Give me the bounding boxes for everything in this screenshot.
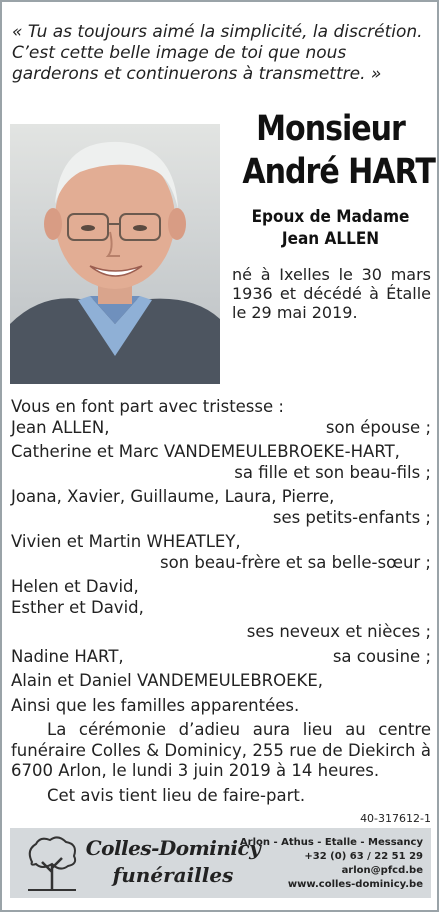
reference-number: 40-317612-1 [360, 812, 431, 825]
spouse-line-2: Jean ALLEN [281, 229, 380, 249]
family-relation: ses neveux et nièces ; [246, 622, 431, 641]
portrait-photo [10, 124, 220, 384]
intro-text: Vous en font part avec tristesse : [11, 397, 284, 416]
family-names: Jean ALLEN, [11, 417, 110, 437]
website: www.colles-dominicy.be [287, 879, 423, 890]
deceased-name: André HART [242, 152, 435, 192]
contact-info [240, 836, 423, 892]
portrait-image [10, 124, 220, 384]
funeral-home-footer [10, 828, 431, 898]
family-relation: son beau-frère et sa belle-sœur ; [160, 552, 431, 572]
family-names-2: Esther et David, [11, 597, 144, 617]
brand-name: Colles-Dominicy [85, 836, 261, 860]
tree-icon [22, 834, 82, 892]
closing-family: Ainsi que les familles apparentées. [11, 695, 300, 715]
memorial-quote: « Tu as toujours aimé la simplicité, la discrétion. C’est cette belle image de toi que nous garderons et continuerons à transmettre. » [12, 22, 423, 84]
family-names: Nadine HART, [11, 646, 124, 666]
family-names: Joana, Xavier, Guillaume, Laura, Pierre, [11, 487, 335, 506]
family-relation: ses petits-enfants ; [272, 507, 431, 527]
family-names: Catherine et Marc VANDEMEULEBROEKE-HART, [11, 442, 400, 461]
ceremony-details: La cérémonie d’adieu aura lieu au centre funéraire Colles & Dominicy, 255 rue de Diekirch à 6700 Arlon, le lundi 3 juin 2019 à 14 heures. [11, 720, 431, 780]
family-relation: son épouse ; [325, 417, 431, 437]
family-entry [11, 647, 431, 668]
title-honorific: Monsieur [256, 109, 405, 149]
email-address: arlon@pfcd.be [341, 865, 423, 876]
family-entry [11, 532, 431, 573]
family-relation: sa cousine ; [332, 646, 431, 666]
family-entry [11, 577, 431, 643]
announcement-body [11, 397, 431, 806]
family-entry [11, 671, 431, 692]
birth-death-details: né à Ixelles le 30 mars 1936 et décédé à Étalle le 29 mai 2019. [232, 265, 431, 322]
family-names: Vivien et Martin WHEATLEY, [11, 532, 241, 551]
spouse-line-1: Epoux de Madame [251, 207, 410, 227]
family-relation: sa fille et son beau-fils ; [234, 462, 431, 482]
family-names: Alain et Daniel VANDEMEULEBROEKE, [11, 671, 324, 690]
family-entry [11, 442, 431, 483]
family-names: Helen et David, [11, 577, 139, 596]
brand-tagline: funérailles [112, 863, 234, 887]
notice-text: Cet avis tient lieu de faire-part. [47, 785, 306, 805]
family-entry [11, 418, 431, 439]
phone-number: +32 (0) 63 / 22 51 29 [304, 851, 423, 862]
family-entry [11, 487, 431, 528]
locations: Arlon - Athus - Etalle - Messancy [239, 837, 423, 848]
deceased-title [228, 108, 433, 250]
